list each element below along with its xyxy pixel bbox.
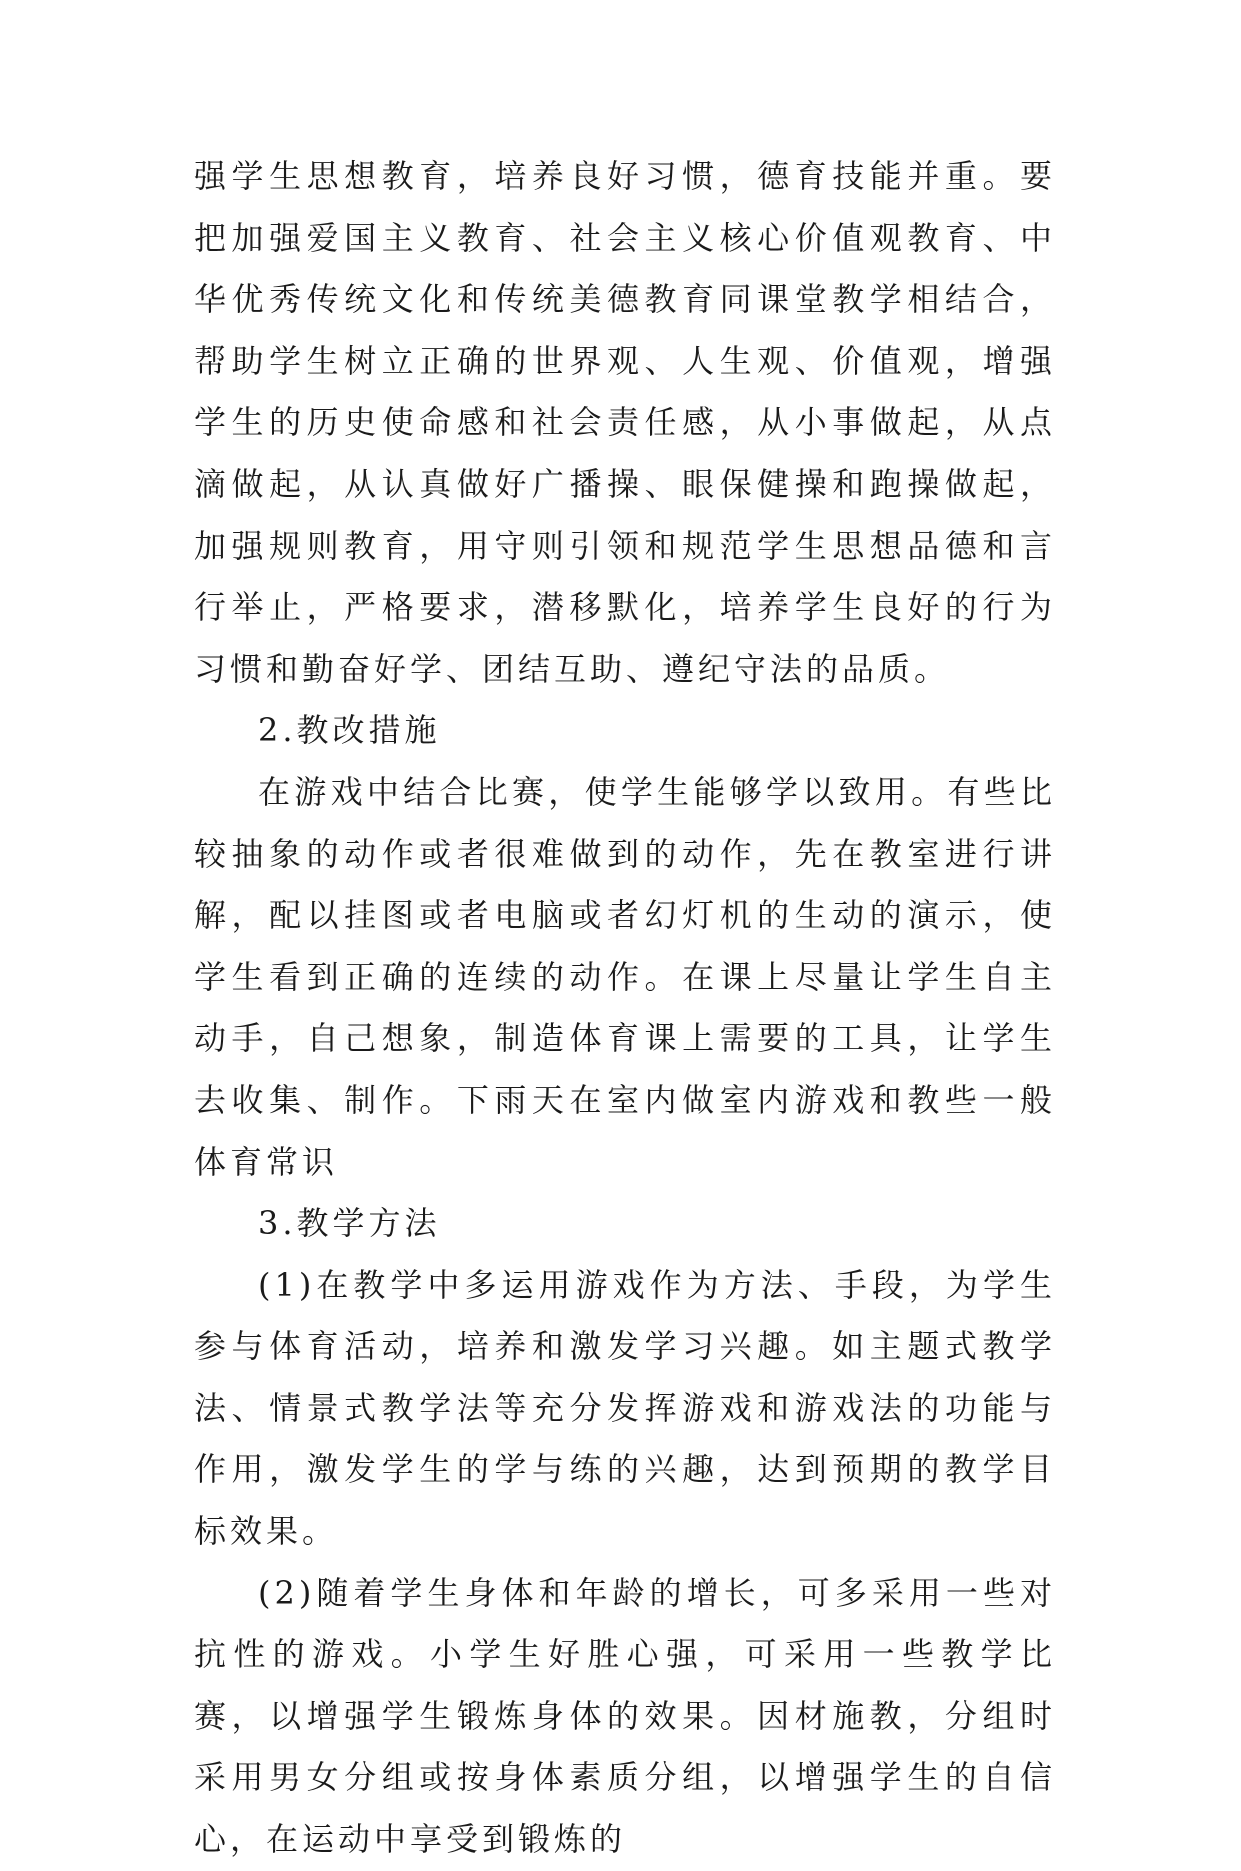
document-page bbox=[194, 146, 1056, 1871]
paragraph-method-1: (1)在教学中多运用游戏作为方法、手段，为学生参与体育活动，培养和激发学习兴趣。如主题式教学法、情景式教学法等充分发挥游戏和游戏法的功能与作用，激发学生的学与练的兴趣，达到预期的教学目标效果。 bbox=[194, 1265, 1056, 1551]
paragraph-moral-education: 强学生思想教育，培养良好习惯，德育技能并重。要把加强爱国主义教育、社会主义核心价值观教育、中华优秀传统文化和传统美德教育同课堂教学相结合，帮助学生树立正确的世界观、人生观、价值观，增强学生的历史使命感和社会责任感，从小事做起，从点滴做起，从认真做好广播操、眼保健操和跑操做起，加强规则教育，用守则引领和规范学生思想品德和言行举止，严格要求，潜移默化，培养学生良好的行为习惯和勤奋好学、团结互助、遵纪守法的品质。 bbox=[194, 157, 1056, 688]
paragraph-method-2: (2)随着学生身体和年龄的增长，可多采用一些对抗性的游戏。小学生好胜心强，可采用一些教学比赛，以增强学生锻炼身体的效果。因材施教，分组时采用男女分组或按身体素质分组，以增强学生的自信心，在运动中享受到锻炼的 bbox=[194, 1573, 1056, 1859]
heading-reform-measures: 2.教改措施 bbox=[258, 711, 441, 750]
heading-teaching-methods: 3.教学方法 bbox=[258, 1204, 441, 1243]
paragraph-reform-measures: 在游戏中结合比赛，使学生能够学以致用。有些比较抽象的动作或者很难做到的动作，先在教室进行讲解，配以挂图或者电脑或者幻灯机的生动的演示，使学生看到正确的连续的动作。在课上尽量让学生自主动手，自己想象，制造体育课上需要的工具，让学生去收集、制作。下雨天在室内做室内游戏和教些一般体育常识 bbox=[194, 772, 1056, 1181]
